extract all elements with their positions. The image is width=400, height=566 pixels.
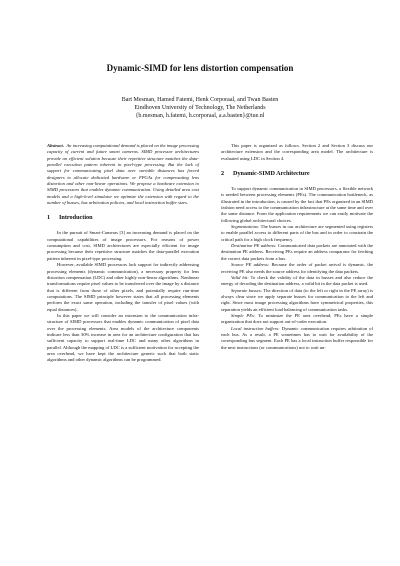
item-segmentations: Segmentations: The busses in our architecture are segmented using registers to enable parallel access to different parts of the bus and in order to constrain the critical path for a high clock frequency. [221,224,373,242]
item-destination-address: Destination PE address: Communicated data packets are annotated with the destination PE address. Receiving PEs require an address comparator for fetching the correct data packets from a bus. [221,243,374,261]
item-local-instruction-buffers: Local instruction buffers: Dynamic communication requires arbitration of each bus. As a result, a PE sometimes has to wait for availability of the corresponding bus segment. Each PE has a local instruction buffer responsible for the next instructions (or communications) not to wait un- [221,325,374,350]
author-emails: {b.mesman, h.fatemi, h.corporaal, a.a.basten}@tue.nl [135,113,265,119]
section-title: Introduction [59,214,93,222]
section-heading-introduction [47,214,199,222]
right-column [221,143,373,351]
author-affiliation: Eindhoven University of Technology, The Netherlands [134,105,266,111]
author-names: Bart Mesman, Hamed Fatemi, Henk Corporaal, and Twan Basten [121,97,279,103]
abstract-text: An increasing computational demand is placed on the image processing capacity of current and future smart cameras. SIMD processor architectures provide an efficient solution because their repetitive structure matches the data-parallel execution pattern inherent in pixel-type processing. But the lack of support for communicating pixel data over variable distances has forced designers to allocate dedicated hardware or FPGAs for compensating lens distortion and other non-linear operations. We propose a hardware extension to SIMD processors that enables dynamic communication. Using detailed area cost models and a high-level simulator we optimize the extension with regard to the number of busses, bus arbitration policies, and local instruction buffer sizes. [47,143,199,206]
section-number: 1 [47,214,51,222]
section-title: Dynamic-SIMD Architecture [233,170,310,178]
intro-paragraph-1: In the pursuit of Smart-Cameras [3] an increasing demand is placed on the computational capabilities of image processors. For reasons of power consumption and cost, SIMD architectures are especially efficient for image processing because their repetitive structure matches the data-parallel execution pattern inherent in pixel-type processing. [47,230,199,261]
abstract-label: Abstract. [47,143,64,148]
intro-paragraph-2: However, available SIMD processors lack support for indirectly addressing processing elements (dynamic communication), a necessary property for lens distortion compensation (LDC) and other highly non-linear algorithms. Nonlinear transformations require pixel values to be transferred over the image by a distance that is different from those of other pixels, and potentially require run-time computations. The SIMD principle however states that all processing elements perform the exact same operation, including the transfer of pixel values (with equal distances). [47,262,199,312]
item-source-address: Source PE address: Because the order of packet arrival is dynamic, the receiving PE also needs the source address for identifying the data packets. [221,262,373,274]
section-number: 2 [221,170,225,178]
author-block [0,96,400,120]
item-separate-busses: Separate busses: The direction of data (to the left or right in the PE array) is always clear since we apply separate busses for communication to the left and right. Since most image processing algorithms have symmetrical properties, this separation yields an efficient load balancing of communication tasks. [221,287,373,312]
abstract [47,143,199,206]
item-valid-bit: Valid bit: To check the validity of the data in busses and also reduce the energy of decoding the destination address, a valid bit in the data packet is used. [221,274,373,287]
section-heading-dynamic-simd [221,170,373,178]
paper-title: Dynamic-SIMD for lens distortion compensation [106,63,294,73]
organization-paragraph: This paper is organized as follows. Section 2 and Section 3 discuss our architecture extension and the corresponding area model. The architecture is evaluated using LDC in Section 4. [221,143,373,161]
intro-paragraph-3: In this paper we will consider an extension to the communication infra-structure of SIMD processors that enables dynamic communication of pixel data over the processing elements. Area models of the architecture components indicate less than 30% increase in area for an architecture configuration that has sufficient capacity to support real-time LDC and many other algorithms in parallel. Although the mapping of LDC is a sufficient motivation for accepting the area overhead, we have kept the architecture generic such that both static algorithms and other dynamic algorithms can be programmed. [47,312,199,363]
item-simple-pes: Simple PEs: To minimize the PE area overhead, PEs have a simple organization that does not support out-of-order execution. [221,312,373,325]
left-column [47,143,199,364]
section2-intro: To support dynamic communication in SIMD processors, a flexible network is needed between processing elements (PEs). The communication bottleneck, as illustrated in the introduction, is caused by the fact that PEs organized in an SIMD fashion need access to the communication infrastructure at the same time and over the same distance. From the application requirements we can easily motivate the following global architectural choices. [221,186,373,223]
